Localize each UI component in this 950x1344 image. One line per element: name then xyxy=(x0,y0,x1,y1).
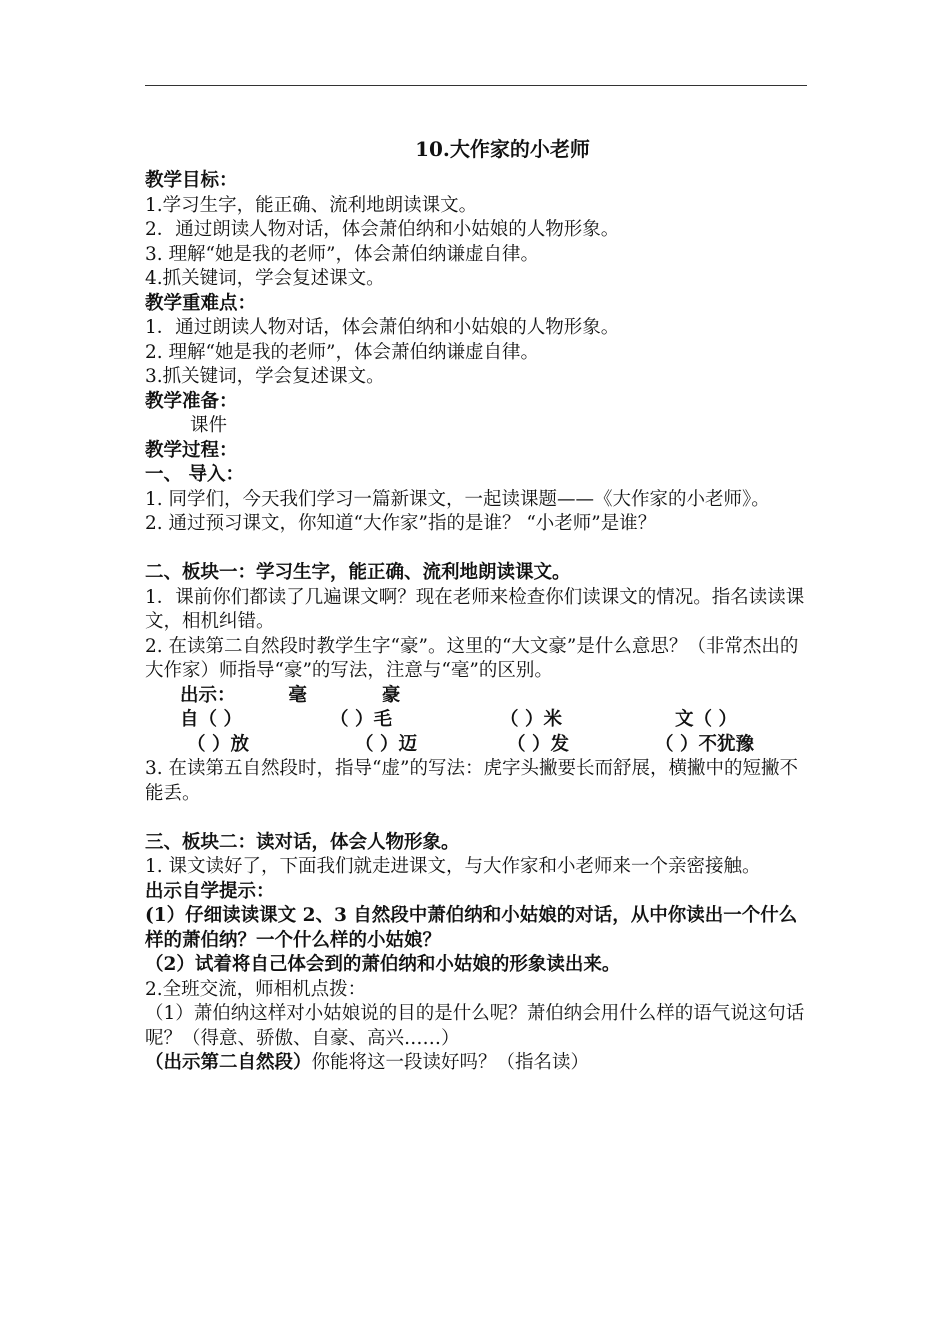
intro-item: 1. 同学们，今天我们学习一篇新课文，一起读课题——《大作家的小老师》。 xyxy=(145,488,770,510)
page-title: 10.大作家的小老师 xyxy=(415,137,590,161)
intro-item: 2. 通过预习课文，你知道“大作家”指的是谁？ “小老师”是谁？ xyxy=(145,513,657,534)
preparation-heading: 教学准备： xyxy=(145,390,238,412)
block2-paragraph: 1. 课文读好了，下面我们就走进课文，与大作家和小老师来一个亲密接触。 xyxy=(145,856,761,877)
block2-paragraph: 2.全班交流，师相机点拨： xyxy=(145,978,367,1000)
block1-paragraph: 1．课前你们都读了几遍课文啊？现在老师来检查你们读课文的情况。指名读读课文，相机纠错。 xyxy=(145,586,805,632)
fill-blank-item: 自（ ） xyxy=(180,709,242,730)
fill-blank-item: （ ）迈 xyxy=(355,733,417,755)
fill-blank-item: （ ）发 xyxy=(507,733,569,755)
goal-item: 3. 理解“她是我的老师”，体会萧伯纳谦虚自律。 xyxy=(145,243,539,265)
key-point-item: 3.抓关键词，学会复述课文。 xyxy=(145,366,385,387)
block2-paragraph xyxy=(145,1051,810,1076)
fill-blank-item: （ ）放 xyxy=(187,733,249,755)
block1-paragraph: 2. 在读第二自然段时教学生字“豪”。这里的“大文豪”是什么意思？（非常杰出的大作家）师指导“豪”的写法，注意与“毫”的区别。 xyxy=(145,635,799,681)
show-chars-row xyxy=(145,684,810,709)
fill-blank-item: （ ）不犹豫 xyxy=(655,733,754,755)
key-point-item: 2. 理解“她是我的老师”，体会萧伯纳谦虚自律。 xyxy=(145,341,539,363)
fill-blank-item: （ ）毛 xyxy=(330,709,392,730)
goal-item: 1.学习生字，能正确、流利地朗读课文。 xyxy=(145,194,478,216)
block2-heading: 三、板块二：读对话，体会人物形象。 xyxy=(145,831,460,853)
read-prompt: 你能将这一段读好吗？（指名读） xyxy=(311,1052,590,1073)
char-hao-2: 豪 xyxy=(381,684,401,706)
key-point-item: 1．通过朗读人物对话，体会萧伯纳和小姑娘的人物形象。 xyxy=(145,317,620,338)
key-points-heading: 教学重难点： xyxy=(145,292,257,314)
goal-item: 2．通过朗读人物对话，体会萧伯纳和小姑娘的人物形象。 xyxy=(145,219,620,240)
spacer xyxy=(145,806,810,831)
fill-blank-item: 文（ ） xyxy=(675,709,737,730)
show-paragraph-label: （出示第二自然段） xyxy=(145,1052,312,1073)
header-rule xyxy=(145,85,807,86)
tip-item: (1）仔细读读课文 2、3 自然段中萧伯纳和小姑娘的对话，从中你读出一个什么样的萧伯纳？一个什么样的小姑娘？ xyxy=(145,905,798,951)
goal-item: 4.抓关键词，学会复述课文。 xyxy=(145,268,385,289)
show-label: 出示： xyxy=(180,684,236,706)
tip-item: （2）试着将自己体会到的萧伯纳和小姑娘的形象读出来。 xyxy=(145,954,621,975)
fill-blank-item: （ ）米 xyxy=(500,709,562,730)
goals-heading: 教学目标： xyxy=(145,170,238,191)
block2-paragraph: （1）萧伯纳这样对小姑娘说的目的是什么呢？萧伯纳会用什么样的语气说这句话呢？（得意、骄傲、自豪、高兴……） xyxy=(145,1003,805,1049)
fill-blank-row-1 xyxy=(145,708,810,733)
block1-heading: 二、板块一：学习生字，能正确、流利地朗读课文。 xyxy=(145,562,571,583)
process-heading: 教学过程： xyxy=(145,439,238,461)
intro-heading: 一、 导入： xyxy=(145,464,244,485)
tips-heading: 出示自学提示： xyxy=(145,880,275,902)
spacer xyxy=(145,537,810,562)
char-hao-1: 毫 xyxy=(288,684,307,706)
block1-paragraph: 3. 在读第五自然段时，指导“虚”的写法：虎字头撇要长而舒展，横撇中的短撇不能丢。 xyxy=(145,758,798,804)
fill-blank-row-2 xyxy=(145,733,810,758)
preparation-text: 课件 xyxy=(190,415,228,436)
document-body xyxy=(145,133,810,1076)
